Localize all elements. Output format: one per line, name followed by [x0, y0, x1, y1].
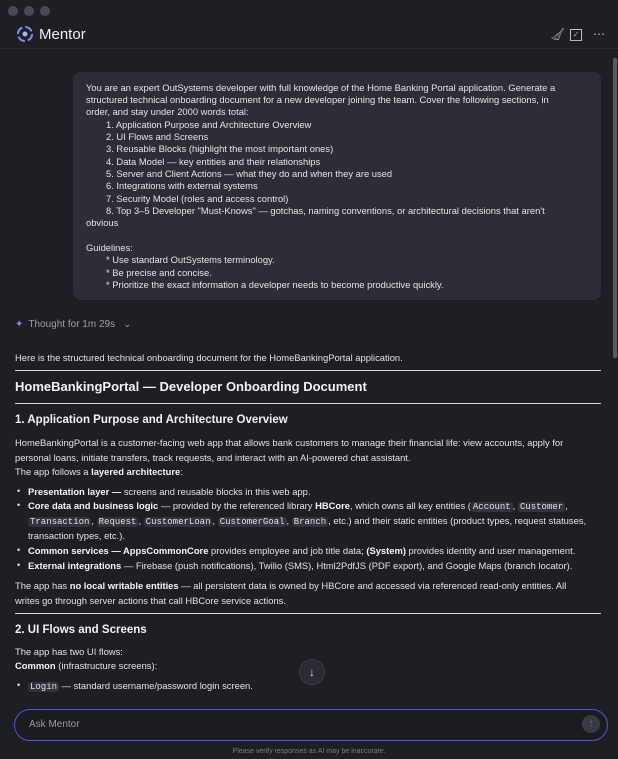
divider [15, 370, 601, 371]
checkbox-icon[interactable]: ✓ [570, 29, 582, 41]
divider [15, 613, 601, 614]
prompt-line: Guidelines: [86, 242, 133, 253]
bullet: • [17, 500, 21, 510]
app-header [0, 22, 618, 48]
prompt-line: 4. Data Model — key entities and their relationships [106, 156, 321, 167]
broom-icon[interactable]: 🧹︎ [550, 27, 566, 41]
list-item: Login — standard username/password login screen. [30, 680, 253, 692]
list-item: Core data and business logic — provided by the referenced library HBCore, which owns all key entities ( Account , Customer , [28, 500, 568, 512]
thought-toggle[interactable] [15, 319, 132, 330]
chat-scrollbar[interactable] [613, 58, 617, 358]
chat-area[interactable] [0, 49, 612, 696]
prompt-line: * Prioritize the exact information a developer needs to become productive quickly. [106, 279, 444, 290]
arrow-up-icon: ↑ [588, 718, 594, 729]
prompt-line: 1. Application Purpose and Architecture Overview [106, 119, 312, 130]
send-button[interactable] [582, 715, 600, 733]
prompt-line: * Use standard OutSystems terminology. [106, 254, 275, 265]
ask-mentor-input[interactable] [14, 709, 608, 741]
window-close-button[interactable] [8, 6, 18, 16]
scroll-down-button[interactable] [299, 659, 325, 685]
disclaimer-text: Please verify responses as AI may be inaccurate. [232, 748, 386, 755]
section-heading: 1. Application Purpose and Architecture Overview [15, 414, 288, 426]
divider [15, 403, 601, 404]
prompt-line: 8. Top 3–5 Developer "Must-Knows" — gotchas, naming conventions, or architectural decisions that aren't [106, 205, 545, 216]
list-item-continuation: transaction types, etc.). [28, 530, 125, 541]
section-heading: 2. UI Flows and Screens [15, 624, 147, 636]
list-item: Presentation layer — screens and reusable blocks in this web app. [28, 486, 311, 497]
document-title: HomeBankingPortal — Developer Onboarding Document [15, 379, 367, 394]
prompt-line: You are an expert OutSystems developer with full knowledge of the Home Banking Portal application. Generate a [86, 82, 556, 93]
chevron-down-icon[interactable]: ⌄ [123, 319, 132, 330]
bullet: • [17, 486, 21, 496]
more-icon[interactable]: ⋯ [593, 27, 605, 41]
prompt-line: 6. Integrations with external systems [106, 180, 258, 191]
window-minimize-button[interactable] [24, 6, 34, 16]
input-placeholder: Ask Mentor [29, 719, 80, 730]
mentor-logo-icon [16, 25, 34, 43]
list-item: External integrations — Firebase (push notifications), Twilio (SMS), Html2PdfJS (PDF export), and Google Maps (branch locator). [28, 560, 573, 571]
paragraph-line: HomeBankingPortal is a customer-facing web app that allows bank customers to manage their financial life: view accounts, apply for [15, 437, 564, 448]
list-item: Common services — AppsCommonCore provides employee and job title data; (System) provides identity and user management. [28, 545, 576, 556]
prompt-line: 5. Server and Client Actions — what they do and when they are used [106, 168, 393, 179]
bullet: • [17, 545, 21, 555]
prompt-line: 2. UI Flows and Screens [106, 131, 209, 142]
user-prompt-bubble [73, 72, 601, 300]
paragraph-line: Common (infrastructure screens): [15, 660, 158, 671]
sparkle-icon: ✦ [15, 319, 24, 330]
window-zoom-button[interactable] [40, 6, 50, 16]
thought-label: Thought for 1m 29s [28, 319, 116, 330]
bullet: • [17, 680, 21, 690]
app-title: Mentor [39, 26, 86, 43]
prompt-line: * Be precise and concise. [106, 267, 212, 278]
input-bar [0, 696, 618, 759]
arrow-down-icon: ↓ [309, 665, 315, 679]
paragraph-line: The app has no local writable entities — all persistent data is owned by HBCore and accessed via referenced read-only entities. All [15, 580, 567, 591]
prompt-line: obvious [86, 217, 119, 228]
window-titlebar [0, 0, 618, 22]
bullet: • [17, 560, 21, 570]
prompt-line: 3. Reusable Blocks (highlight the most important ones) [106, 143, 334, 154]
paragraph-line: personal loans, initiate transfers, track requests, and interact with an AI-powered chat assistant. [15, 452, 411, 463]
list-item-continuation: Transaction , Request , CustomerLoan , CustomerGoal , Branch , etc.) and their static entities (product types, request statuses, [30, 515, 587, 527]
prompt-line: structured technical onboarding document for a new developer joining the team. Cover the following sections, in [86, 94, 549, 105]
paragraph-line: The app has two UI flows: [15, 646, 123, 657]
prompt-line: order, and stay under 2000 words total: [86, 106, 249, 117]
paragraph-line: The app follows a layered architecture: [15, 466, 183, 477]
paragraph-line: writes go through server actions that call HBCore service actions. [15, 595, 286, 606]
response-intro: Here is the structured technical onboarding document for the HomeBankingPortal application. [15, 352, 403, 363]
prompt-line: 7. Security Model (roles and access control) [106, 193, 289, 204]
